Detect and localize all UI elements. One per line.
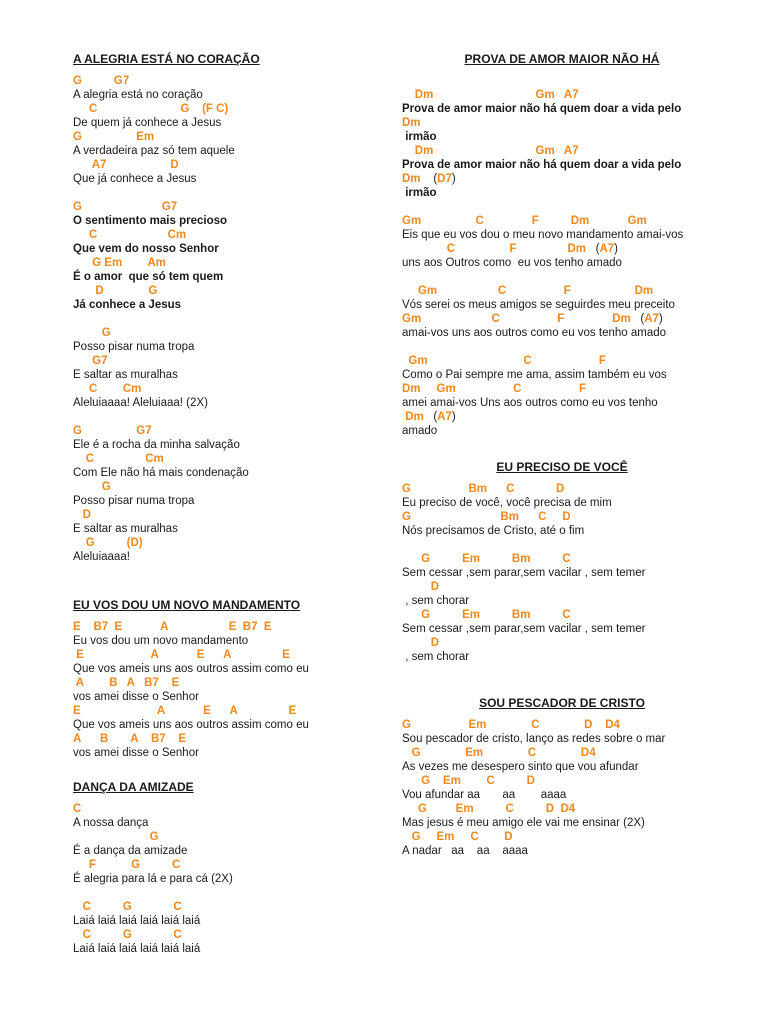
song-title: EU PRECISO DE VOCÊ [496,460,628,474]
song-a-alegria [73,52,393,564]
verse-gap [402,200,722,214]
chord-line: G Em C D D4 [402,803,576,815]
lyric-line: Nós precisamos de Cristo, até o fim [402,525,585,537]
lyric-line: Posso pisar numa tropa [73,495,195,507]
lyric-line: Que vem do nosso Senhor [73,243,219,255]
lyric-line: Aleluiaaaa! Aleluiaaa! (2X) [73,397,208,409]
verse-gap [73,312,393,326]
song-danca-amizade [73,780,393,956]
lyric-line: Sou pescador de cristo, lanço as redes sobre o mar [402,733,666,745]
song-title: DANÇA DA AMIZADE [73,780,194,794]
chord-line: D [402,581,440,593]
lyric-line: vos amei disse o Senhor [73,747,199,759]
lyric-line: É a dança da amizade [73,845,188,857]
lyric-line: amado [402,425,438,437]
lyric-line: Prova de amor maior não há quem doar a vida pelo [402,103,682,115]
chord-line: Dm (A7) [402,411,456,423]
lyric-line: Sem cessar ,sem parar,sem vacilar , sem temer [402,623,646,635]
chord-line: F G C [73,859,181,871]
chord-line: C Cm [73,229,187,241]
chord-line: G Em [73,131,155,143]
lyric-line: Ele é a rocha da minha salvação [73,439,240,451]
lyric-line: E saltar as muralhas [73,369,178,381]
chord-line: C F Dm (A7) [402,243,619,255]
lyric-line: Mas jesus é meu amigo ele vai me ensinar (2X) [402,817,645,829]
lyric-line: amei amai-vos Uns aos outros como eu vos tenho [402,397,658,409]
lyric-line: O sentimento mais precioso [73,215,228,227]
lyric-line: A nadar aa aa aaaa [402,845,528,857]
chord-line: Dm (D7) [402,173,456,185]
lyric-line: E saltar as muralhas [73,523,178,535]
lyric-line: Laiá laiá laiá laiá laiá laiá [73,915,201,927]
chord-line: G Em C D4 [402,747,596,759]
chord-line: G Em C D [402,831,513,843]
song-title: PROVA DE AMOR MAIOR NÃO HÁ [464,52,660,66]
lyric-line: Que vos ameis uns aos outros assim como eu [73,719,309,731]
lyric-line: Posso pisar numa tropa [73,341,195,353]
lyric-line: irmão [402,131,437,143]
song-sou-pescador [402,696,722,858]
chord-line: D [73,509,91,521]
lyric-line: amai-vos uns aos outros como eu vos tenho amado [402,327,667,339]
chord-line: G [73,327,111,339]
chord-line: G (D) [73,537,143,549]
chord-line: G [73,831,159,843]
lyric-line: A verdadeira paz só tem aquele [73,145,235,157]
chord-line: E A E A E [73,705,297,717]
lyric-line: Laiá laiá laiá laiá laiá laiá [73,943,201,955]
chord-line: Gm C F [402,355,606,367]
song-title: SOU PESCADOR DE CRISTO [479,696,645,710]
lyric-line: Eu vos dou um novo mandamento [73,635,249,647]
chord-line: Gm C F Dm [402,285,654,297]
lyric-line: De quem já conhece a Jesus [73,117,222,129]
chord-line: A B A B7 E [73,733,187,745]
verse-gap [73,410,393,424]
song-eu-vos-dou [73,598,393,760]
lyric-line: Que já conhece a Jesus [73,173,197,185]
lyric-line: Sem cessar ,sem parar,sem vacilar , sem temer [402,567,646,579]
lyric-line: A alegria está no coração [73,89,203,101]
verse-gap [402,538,722,552]
chord-line: C Cm [73,383,142,395]
song-eu-preciso [402,460,722,664]
lyric-line: Eis que eu vos dou o meu novo mandamento amai-vos [402,229,684,241]
song-prova-de-amor [402,52,722,438]
chord-line: G7 [73,355,108,367]
chord-line: C Cm [73,453,164,465]
chord-line: G Em Bm C [402,609,571,621]
song-title: A ALEGRIA ESTÁ NO CORAÇÃO [73,52,260,66]
chord-line: G Bm C D [402,511,571,523]
chord-line: D [402,637,440,649]
lyric-line: uns aos Outros como eu vos tenho amado [402,257,622,269]
verse-gap [73,886,393,900]
lyric-line: , sem chorar [402,595,470,607]
chord-line: Dm Gm A7 [402,89,579,101]
lyric-line: Que vos ameis uns aos outros assim como eu [73,663,309,675]
chord-line: G Bm C D [402,483,565,495]
lyric-line: Vós serei os meus amigos se seguirdes meu preceito [402,299,675,311]
chord-line: Dm Gm C F [402,383,587,395]
chord-line: Gm C F Dm (A7) [402,313,663,325]
lyric-line: Prova de amor maior não há quem doar a vida pelo [402,159,682,171]
chord-line: Gm C F Dm Gm [402,215,647,227]
lyric-line: vos amei disse o Senhor [73,691,199,703]
verse-gap [402,340,722,354]
lyric-line: Vou afundar aa aa aaaa [402,789,567,801]
chord-line: E B7 E A E B7 E [73,621,272,633]
lyric-line: Aleluiaaaa! [73,551,130,563]
chord-line: G G7 [73,425,152,437]
lyric-line: Já conhece a Jesus [73,299,182,311]
chord-line: Dm [402,117,421,129]
song-title: EU VOS DOU UM NOVO MANDAMENTO [73,598,301,612]
chord-line: Dm Gm A7 [402,145,579,157]
chord-line: C G C [73,901,182,913]
verse-gap [73,186,393,200]
chord-line: C G C [73,929,182,941]
lyric-line: , sem chorar [402,651,470,663]
lyric-line: É o amor que só tem quem [73,271,224,283]
chord-line: G [73,481,111,493]
chord-line: D G [73,285,158,297]
chord-line: A B A B7 E [73,677,180,689]
lyric-line: Eu preciso de você, você precisa de mim [402,497,612,509]
chord-line: G Em Am [73,257,166,269]
chord-line: G G7 [73,75,130,87]
lyric-line: irmão [402,187,437,199]
lyric-line: As vezes me desespero sinto que vou afundar [402,761,639,773]
lyric-line: A nossa dança [73,817,149,829]
chord-line: G G7 [73,201,178,213]
chord-line: G Em Bm C [402,553,571,565]
verse-gap [402,74,722,88]
chord-line: C G (F C) [73,103,229,115]
chord-line: E A E A E [73,649,290,661]
lyric-line: Com Ele não há mais condenação [73,467,249,479]
chord-line: C [73,803,82,815]
lyric-line: Como o Pai sempre me ama, assim também eu vos [402,369,667,381]
verse-gap [402,270,722,284]
lyric-line: É alegria para lá e para cá (2X) [73,873,233,885]
chord-line: A7 D [73,159,179,171]
chord-line: G Em C D D4 [402,719,620,731]
chord-line: G Em C D [402,775,535,787]
